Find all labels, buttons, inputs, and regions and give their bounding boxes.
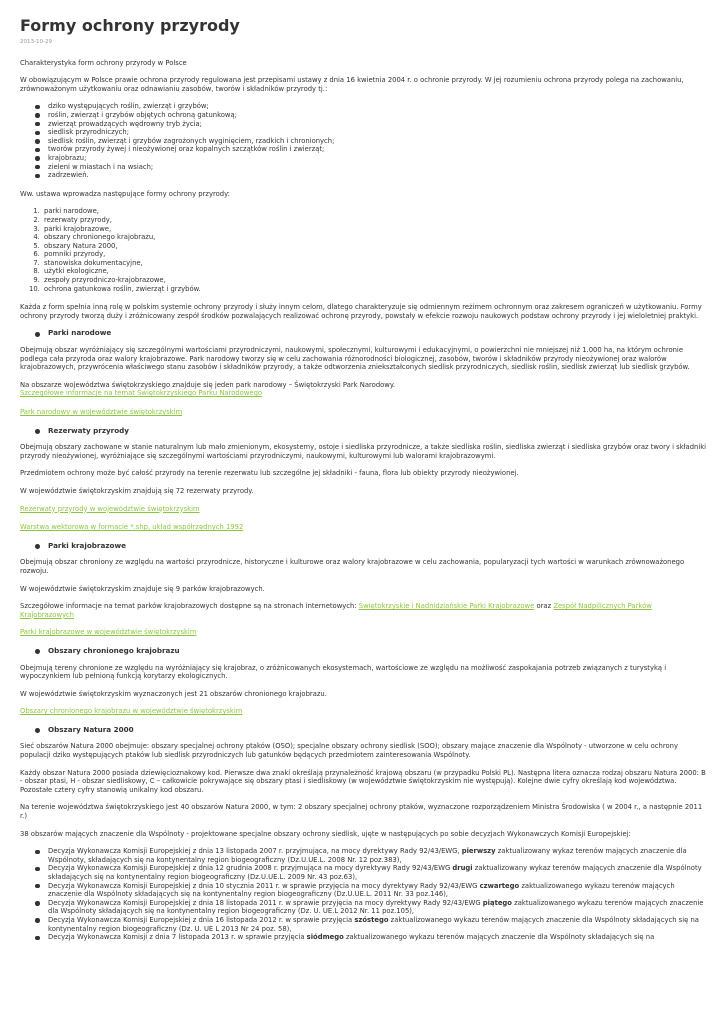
list-item: siedlisk roślin, zwierząt i grzybów zagrożonych wyginięciem, rzadkich i chronionych; [48, 137, 707, 146]
decision-item [48, 882, 707, 899]
spn-info-link[interactable]: Szczegółowe informacje na temat Świętokrzyskiego Parku Narodowego [20, 389, 263, 398]
list-item: 4. obszary chronionego krajobrazu, [42, 233, 707, 242]
list-item: roślin, zwierząt i grzybów objętych ochroną gatunkową; [48, 111, 707, 120]
vector-layer-link[interactable]: Warstwa wektorowa w formacie *.shp, układ współrzędnych 1992 [20, 523, 244, 532]
section-heading-rezerwaty: Rezerwaty przyrody [20, 427, 707, 436]
publish-date: 2013-10-29 [20, 39, 52, 45]
paragraph-with-link [20, 381, 707, 398]
protection-forms-list [20, 207, 707, 293]
paragraph: Każda z form spełnia inną rolę w polskim systemie ochrony przyrody i służy innym celom, dlatego charakteryzuje się odmiennym reżimem ochronnym oraz zakresem ograniczeń w użytkowaniu. Formy ochrony przyrody tworzą duży i zróżnicowany zespół środków pozwalających realizować ochronę przyrody, powstały w efekcie rozwoju naukowych podstaw ochrony przyrody i jej wieloletniej praktyki. [20, 303, 702, 320]
decision-ordinal: drugi [452, 864, 473, 873]
list-item: 6. pomniki przyrody, [42, 250, 707, 259]
decision-ordinal: pierwszy [461, 847, 496, 856]
decision-item [48, 916, 707, 933]
paragraph: Sieć obszarów Natura 2000 obejmuje: obszary specjalnej ochrony ptaków (OSO); specjalne obszary ochrony siedlisk (SOO); obszary mające znaczenie dla Wspólnoty - utworzone w celu ochrony populacji dziko występujących ptaków lub siedlisk przyrodniczych lub gatunków będących przedmiotem zainteresowania Wspólnoty. [20, 742, 678, 760]
paragraph-text: Szczegółowe informacje na temat parków krajobrazowych dostępne są na stronach internetowych: [20, 602, 359, 611]
list-item: 7. stanowiska dokumentacyjne, [42, 259, 707, 268]
paragraph-text: Na obszarze województwa świętokrzyskiego znajduje się jeden park narodowy – Świętokrzyski Park Narodowy. [20, 380, 396, 389]
decision-text: zaktualizowany wykaz terenów mających znaczenie dla Wspólnoty, składających się na kontynentalny region biogeograficzny (Dz.U.UE.L. 2008 Nr. 12 poz.383), [48, 847, 687, 864]
paragraph: Obejmują tereny chronione ze względu na wyróżniający się krajobraz, o zróżnicowanych ekosystemach, wartościowe ze względu na możliwość zaspokajania potrzeb związanych z turystyką i wypoczynkiem lub pełnioną funkcją korytarzy ekologicznych. [20, 663, 667, 681]
decision-ordinal: siódmego [306, 933, 344, 942]
nadpilicznych-parks-link[interactable]: Zespół Nadpilicznych Parków Krajobrazowych [20, 602, 652, 619]
paragraph: Na terenie województwa świętokrzyskiego jest 40 obszarów Natura 2000, w tym: 2 obszary specjalnej ochrony ptaków, wyznaczone rozporządzeniem Ministra Środowiska ( w 2004 r., a następnie 2011 r.) [20, 803, 703, 821]
landscape-parks-link[interactable]: Parki krajobrazowe w województwie świętokrzyskim [20, 628, 197, 637]
list-item: dziko występujących roślin, zwierząt i grzybów; [48, 102, 707, 111]
decision-ordinal: piątego [482, 898, 512, 907]
list-item: 1. parki narodowe, [42, 207, 707, 216]
paragraph: W województwie świętokrzyskim wyznaczonych jest 21 obszarów chronionego krajobrazu. [20, 689, 327, 698]
list-item: zwierząt prowadzących wędrowny tryb życia; [48, 120, 707, 129]
section-heading-ochk: Obszary chronionego krajobrazu [20, 647, 707, 656]
decision-text: zaktualizowany wykaz terenów mających znaczenie dla Wspólnoty składających się na kontynentalny region biogeograficzny (Dz.U.UE.L. 2009 Nr. 43 poz.63), [48, 864, 702, 881]
decision-ordinal: czwartego [479, 881, 520, 890]
list-item: 8. użytki ekologiczne, [42, 267, 707, 276]
decision-text: zaktualizowanego wykazu terenów mających znaczenie dla Wspólnoty składających się na [343, 933, 655, 942]
list-item: siedlisk przyrodniczych; [48, 128, 707, 137]
list-item: zieleni w miastach i na wsiach; [48, 163, 707, 172]
paragraph-with-links [20, 602, 707, 619]
decision-text: zaktualizowanego wykazu terenów mających znaczenie dla Wspólnoty składających się na kontynentalny region biogeograficzny (Dz.U.UE.L. 2011 Nr. 33 poz.146), [48, 881, 675, 899]
paragraph: Ww. ustawa wprowadza następujące formy ochrony przyrody: [20, 189, 230, 198]
list-item: 5. obszary Natura 2000, [42, 242, 707, 251]
decision-text: zaktualizowanego wykazu terenów mających znaczenie dla Wspólnoty składających się na kontynentalny region biogeograficzny (Dz. U. UE.L 2012 Nr. 11 poz.105), [48, 898, 704, 916]
reserves-link[interactable]: Rezerwaty przyrody w województwie świętokrzyskim [20, 504, 200, 513]
paragraph: Obejmują obszar chroniony ze względu na wartości przyrodnicze, historyczne i kulturowe oraz walory krajobrazowe w celu zachowania, popularyzacji tych wartości w warunkach zrównoważonego rozwoju. [20, 558, 685, 575]
decision-text: Decyzja Wykonawcza Komisji Europejskiej z dnia 12 grudnia 2008 r. przyjmująca na mocy dyrektywy Rady 92/43/EWG [48, 864, 453, 873]
decision-item [48, 864, 707, 881]
decision-item [48, 933, 707, 942]
paragraph: Obejmują obszary zachowane w stanie naturalnym lub mało zmienionym, ekosystemy, ostoje i siedliska przyrodnicze, a także siedliska roślin, siedliska zwierząt i siedliska grzybów oraz twory i składniki przyrody nieożywionej, wyróżniające się szczególnymi wartościami przyrodniczymi, naukowymi, kulturowymi lub walorami krajobrazowymi. [20, 443, 707, 460]
national-park-link[interactable]: Park narodowy w województwie świętokrzyskim [20, 408, 183, 416]
list-item: zadrzewień. [48, 171, 707, 180]
decision-text: zaktualizowanego wykazu terenów mających znaczenie dla Wspólnoty składających się na kontynentalny region biogeograficzny (Dz. U. UE L 2013 Nr 24 poz. 58), [48, 915, 699, 933]
paragraph: 38 obszarów mających znaczenie dla Wspólnoty - projektowane specjalne obszary ochrony siedlisk, ujęte w następujących po sobie decyzjach Wykonawczych Komisji Europejskiej: [20, 829, 631, 838]
list-item: 10. ochrona gatunkowa roślin, zwierząt i grzybów. [42, 285, 707, 294]
paragraph: W województwie świętokrzyskim znajdują się 72 rezerwaty przyrody. [20, 486, 254, 495]
decisions-list [20, 847, 707, 942]
section-heading-parki-narodowe: Parki narodowe [20, 329, 707, 338]
landscape-parks-site-link[interactable]: Świętokrzyskie i Nadnidziańskie Parki Krajobrazowe [358, 602, 535, 611]
paragraph-text: oraz [534, 602, 554, 611]
paragraph: Przedmiotem ochrony może być całość przyrody na terenie rezerwatu lub szczególne jej składniki - fauna, flora lub obiekty przyrody nieożywionej. [20, 469, 519, 478]
decision-text: Decyzja Wykonawcza Komisji z dnia 7 listopada 2013 r. w sprawie przyjęcia [48, 933, 307, 942]
paragraph: Każdy obszar Natura 2000 posiada dziewięcioznakowy kod. Pierwsze dwa znaki określają przynależność krajową obszaru (w przypadku Polski PL). Następna litera oznacza rodzaj obszaru Natura 2000: B - obszar ptasi, H - obszar siedliskowy, C – całkowicie pokrywające się obszary ptasi i siedliskowy (w województwie świętokrzyskim nie występują). Kolejne dwie cyfry określają kod województwa. Pozostałe cztery cyfry stanowią unikalny kod obszaru. [20, 768, 706, 794]
page-title: Formy ochrony przyrody [20, 16, 240, 35]
ochk-link[interactable]: Obszary chronionego krajobrazu w województwie świętokrzyskim [20, 707, 243, 716]
paragraph: Obejmują obszar wyróżniający się szczególnymi wartościami przyrodniczymi, naukowymi, społecznymi, kulturowymi i edukacyjnymi, o powierzchni nie mniejszej niż 1.000 ha, na którym ochronie podlega cała przyroda oraz walory krajobrazowe. Park narodowy tworzy się w celu zachowania różnorodności biologicznej, zasobów, tworów i składników przyrody nieożywionej oraz walorów krajobrazowych, przywrócenia właściwego stanu zasobów i składników przyrody, a także odtworzenia zniekształconych siedlisk przyrodniczych, siedlisk roślin, siedlisk zwierząt lub siedlisk grzybów. [20, 346, 690, 372]
list-item: tworów przyrody żywej i nieożywionej oraz kopalnych szczątków roślin i zwierząt; [48, 145, 707, 154]
decision-text: Decyzja Wykonawcza Komisji Europejskiej z dnia 13 listopada 2007 r. przyjmująca, na mocy dyrektywy Rady 92/43/EWG, [48, 847, 462, 856]
decision-item [48, 847, 707, 864]
intro-text: Charakterystyka form ochrony przyrody w Polsce [20, 58, 187, 67]
paragraph: W obowiązującym w Polsce prawie ochrona przyrody regulowana jest przepisami ustawy z dnia 16 kwietnia 2004 r. o ochronie przyrody. W jej rozumieniu ochrona przyrody polega na zachowaniu, zrównoważonym użytkowaniu oraz odnawianiu zasobów, tworów i składników przyrody tj.: [20, 76, 684, 93]
decision-text: Decyzja Wykonawcza Komisji Europejskiej z dnia 16 listopada 2012 r. w sprawie przyjęcia [48, 915, 355, 924]
list-item: 2. rezerwaty przyrody, [42, 216, 707, 225]
section-heading-parki-krajobrazowe: Parki krajobrazowe [20, 542, 707, 551]
list-item: 3. parki krajobrazowe, [42, 225, 707, 234]
decision-text: Decyzja Wykonawcza Komisji Europejskiej z dnia 18 listopada 2011 r. w sprawie przyjęcia na mocy dyrektywy Rady 92/43/EWG [48, 898, 483, 907]
list-item: 9. zespoły przyrodniczo-krajobrazowe, [42, 276, 707, 285]
list-item: krajobrazu; [48, 154, 707, 163]
section-heading-natura-2000: Obszary Natura 2000 [20, 726, 707, 735]
protection-scope-list [20, 102, 707, 179]
paragraph: W województwie świętokrzyskim znajduje się 9 parków krajobrazowych. [20, 584, 265, 593]
decision-text: Decyzja Wykonawcza Komisji Europejskiej z dnia 10 stycznia 2011 r. w sprawie przyjęcia na mocy dyrektywy Rady 92/43/EWG [48, 881, 480, 890]
decision-ordinal: szóstego [354, 915, 389, 924]
decision-item [48, 899, 707, 916]
